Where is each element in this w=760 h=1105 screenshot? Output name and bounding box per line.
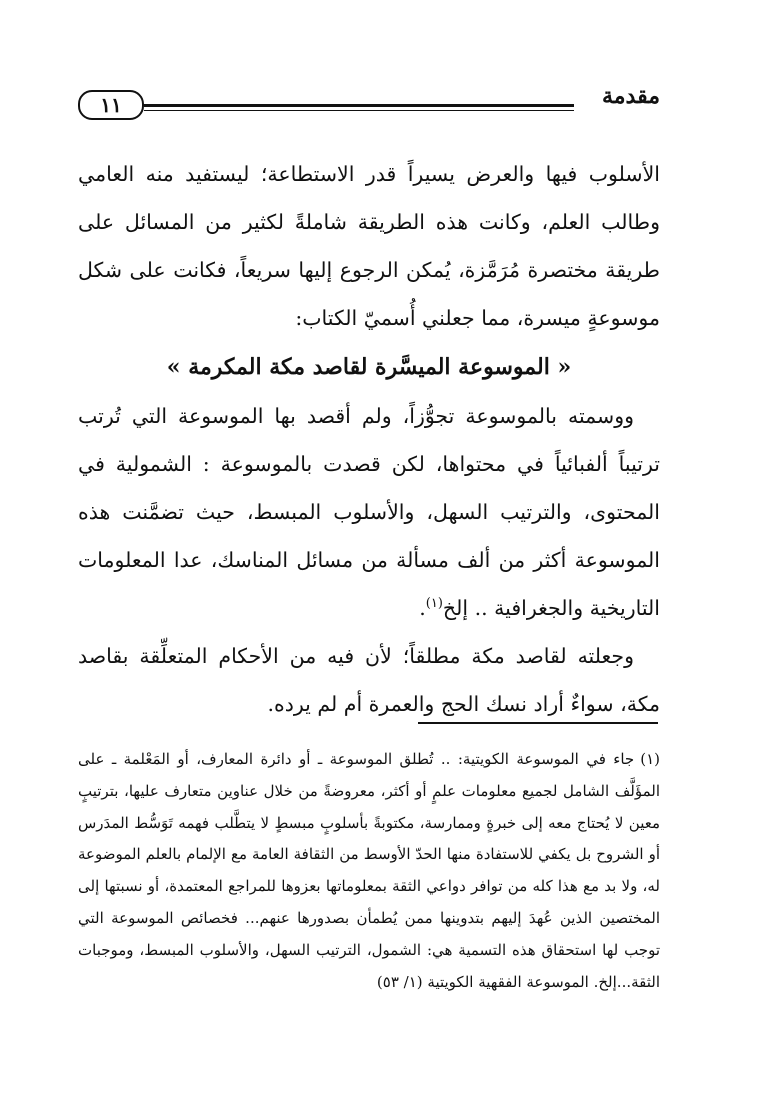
page-number: ١١ xyxy=(78,90,144,120)
paragraph-2-text: ووسمته بالموسوعة تجوُّزاً، ولم أقصد بها الموسوعة التي تُرتب ترتيباً ألفبائياً في محتواها، لكن قصدت بالموسوعة : الشمولية في المحتوى، والترتيب السهل، والأسلوب المبسط، حيث تضمَّنت هذه الموسوعة أكثر من ألف مسألة من مسائل المناسك، عدا المعلومات التاريخية والجغرافية .. إلخ xyxy=(78,404,660,620)
footnote-text: جاء في الموسوعة الكويتية: .. تُطلق الموسوعة ـ أو دائرة المعارف، أو المَعْلمة ـ على المؤَلَّف الشامل لجميع معلومات علمٍ أو أكثر، معروضةً من خلال عناوين متعارف عليها، بترتيبٍ معين لا يُحتاج معه إلى خبرةٍ وممارسة، مكتوبةً بأسلوبٍ مبسطٍ لا يتطَّلب فهمه تَوَسُّط المدَرس أو الشروح بل يكفي للاستفادة منها الحدّ الأوسط من الثقافة العامة مع الإلمام بالعلم الموضوعة له، ولا بد مع هذا كله من توافر دواعي الثقة بمعلوماتها بعزوها للمراجع المعتمدة، أو نسبتها إلى المختصين الذين عُهدَ إليهم بتدوينها ممن يُطمأن بصدورها عنهم... فخصائص الموسوعة التي توجب لها استحقاق هذه التسمية هي: الشمول، الترتيب السهل، والأسلوب المبسط، وموجبات الثقة...إلخ. الموسوعة الفقهية الكويتية (١/ ٥٣) xyxy=(78,750,660,991)
main-text xyxy=(78,150,660,728)
paragraph-1: الأسلوب فيها والعرض يسيراً قدر الاستطاعة؛ ليستفيد منه العامي وطالب العلم، وكانت هذه الطريقة شاملةً لكثير من المسائل على طريقة مختصرة مُرَمَّزة، يُمكن الرجوع إليها سريعاً، فكانت على شكل موسوعةٍ ميسرة، مما جعلني أُسميّ الكتاب: xyxy=(78,162,660,330)
page-header xyxy=(78,78,660,124)
paragraph-3: وجعلته لقاصد مكة مطلقاً؛ لأن فيه من الأحكام المتعلِّقة بقاصد مكة، سواءٌ أراد نسك الحج والعمرة أم لم يرده. xyxy=(78,644,660,716)
paragraph-2 xyxy=(78,392,660,632)
footnote-number: (١) xyxy=(640,750,660,768)
footnote xyxy=(78,744,660,998)
paragraph-2-end: . xyxy=(419,596,426,620)
header-rule-thin xyxy=(144,110,574,111)
footnote-separator xyxy=(418,722,658,724)
chapter-title: مقدمة xyxy=(601,83,660,109)
footnote-paragraph xyxy=(78,744,660,998)
footnote-reference[interactable]: (١) xyxy=(425,596,443,612)
book-title: « الموسوعة الميسَّرة لقاصد مكة المكرمة » xyxy=(166,354,572,380)
header-rule xyxy=(144,104,574,107)
